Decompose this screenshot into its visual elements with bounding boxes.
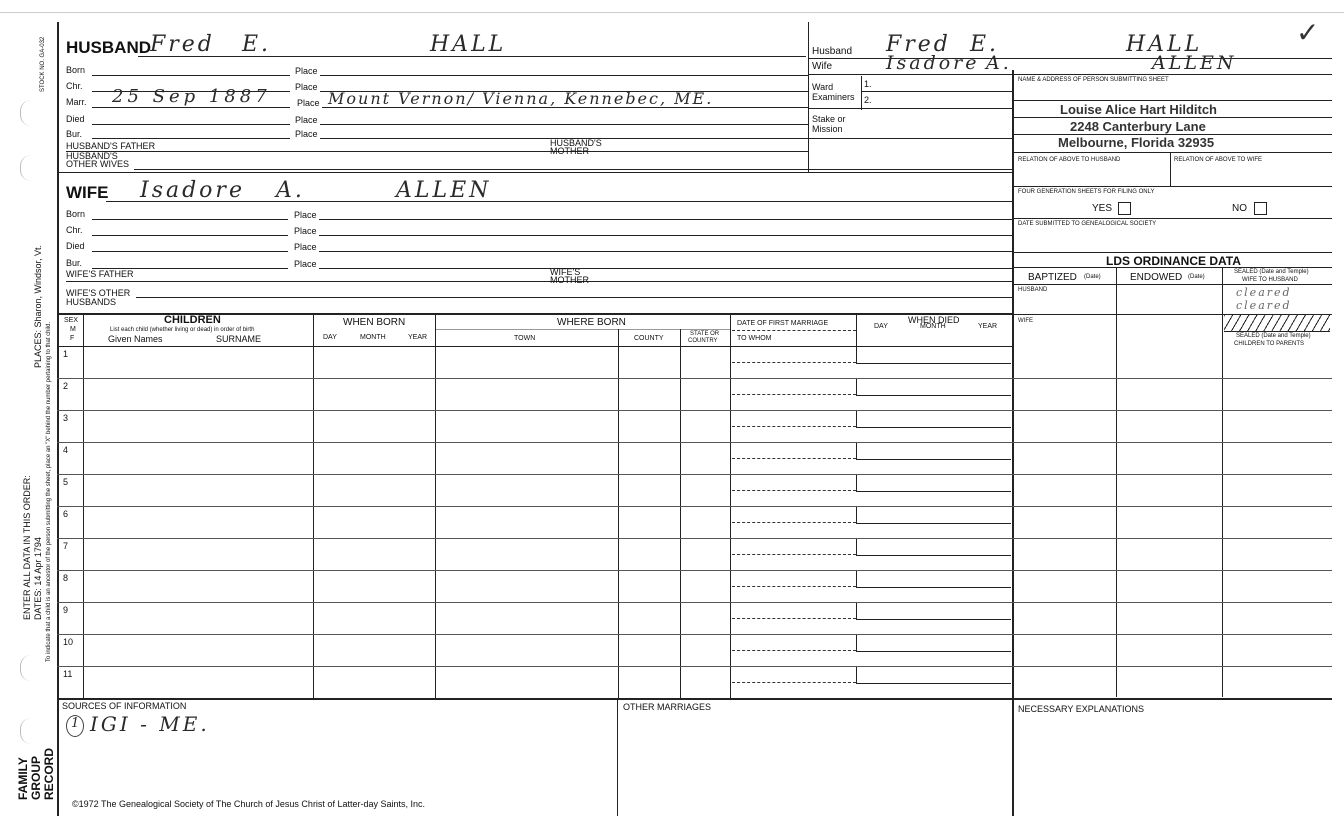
husband-heading: HUSBAND bbox=[66, 38, 151, 57]
wife-chr-label: Chr. bbox=[66, 225, 83, 235]
other-marriages-divider bbox=[617, 698, 618, 816]
lds-col-2 bbox=[1222, 267, 1223, 697]
husband-chr-label: Chr. bbox=[66, 81, 83, 91]
husband-died-label: Died bbox=[66, 114, 85, 124]
tr-examiner-2-line bbox=[808, 108, 1012, 109]
child-row-number: 11 bbox=[63, 669, 73, 679]
child-row-number: 2 bbox=[63, 381, 69, 391]
four-gen-yes-label: YES bbox=[1092, 203, 1113, 214]
wife-other-husbands-1: WIFE'S OTHER bbox=[66, 288, 131, 298]
child-row-number: 4 bbox=[63, 445, 69, 455]
husband-died-place-label: Place bbox=[295, 115, 318, 125]
child-row-line bbox=[57, 602, 1332, 603]
relation-husband-label: RELATION OF ABOVE TO HUSBAND bbox=[1018, 157, 1121, 163]
child-row-line bbox=[57, 538, 1332, 539]
submitter-street: 2248 Canterbury Lane bbox=[1070, 119, 1206, 134]
submitter-name: Louise Alice Hart Hilditch bbox=[1060, 102, 1217, 117]
lds-wife-row-label: WIFE bbox=[1018, 318, 1033, 324]
husband-marr-line bbox=[92, 107, 290, 108]
child-marriage-dash bbox=[732, 682, 856, 683]
wife-mother-label-1: WIFE'S bbox=[550, 267, 581, 277]
husband-bur-line bbox=[92, 138, 290, 139]
child-row-line bbox=[57, 410, 1332, 411]
wife-chr-line bbox=[92, 235, 288, 236]
when-died-year: YEAR bbox=[978, 323, 998, 330]
child-died-cell[interactable] bbox=[856, 667, 1011, 684]
child-marriage-dash bbox=[732, 426, 856, 427]
tr-examiner-2: 2. bbox=[864, 95, 872, 105]
lds-sealed-wife-1: SEALED (Date and Temple) bbox=[1234, 269, 1309, 275]
col-state bbox=[680, 329, 681, 698]
when-born-month: MONTH bbox=[360, 334, 386, 341]
husband-middle-initial[interactable]: E. bbox=[242, 32, 272, 57]
lds-header-bottom bbox=[1014, 284, 1332, 285]
child-died-cell[interactable] bbox=[856, 603, 1011, 620]
tr-examiner-1-line bbox=[861, 91, 1012, 92]
sources-label: SOURCES OF INFORMATION bbox=[62, 701, 187, 711]
child-row-number: 3 bbox=[63, 413, 69, 423]
husband-section-bottom bbox=[57, 172, 1012, 173]
child-row-line bbox=[57, 378, 1332, 379]
wife-born-label: Born bbox=[66, 209, 86, 219]
stock-number: STOCK NO. GA-032 bbox=[40, 36, 46, 92]
wife-heading: WIFE bbox=[66, 183, 109, 202]
tr-examiner-1: 1. bbox=[864, 79, 872, 89]
husband-surname[interactable]: HALL bbox=[430, 32, 507, 57]
children-given-names: Given Names bbox=[108, 334, 163, 344]
lds-sealed-children-1: SEALED (Date and Temple) bbox=[1236, 333, 1311, 339]
sex-m: M bbox=[70, 326, 76, 333]
lds-baptized-date: (Date) bbox=[1084, 274, 1101, 280]
child-row-line bbox=[57, 474, 1332, 475]
lds-endowed-date: (Date) bbox=[1188, 274, 1205, 280]
husband-born-place-line bbox=[320, 75, 808, 76]
lds-cleared-1: cleared bbox=[1236, 286, 1292, 299]
punch-hole bbox=[20, 655, 31, 681]
husband-born-line bbox=[92, 75, 290, 76]
other-marriages-label: OTHER MARRIAGES bbox=[623, 702, 712, 712]
husband-bur-place-label: Place bbox=[295, 129, 318, 139]
child-died-cell[interactable] bbox=[856, 347, 1011, 364]
checkmark: ✓ bbox=[1296, 16, 1320, 49]
husband-marriage-date[interactable]: 25 Sep 1887 bbox=[112, 86, 271, 107]
wife-middle-initial[interactable]: A. bbox=[276, 178, 305, 203]
tr-stake-label-2: Mission bbox=[812, 124, 843, 134]
tr-examiners-label: Examiners bbox=[812, 92, 855, 102]
when-died-label: WHEN DIED bbox=[908, 315, 960, 325]
submitter-city: Melbourne, Florida 32935 bbox=[1058, 135, 1215, 150]
husband-died-line bbox=[92, 124, 290, 125]
when-died-day: DAY bbox=[874, 323, 888, 330]
husband-given-name[interactable]: Fred bbox=[150, 32, 215, 57]
child-died-cell[interactable] bbox=[856, 539, 1011, 556]
husband-died-place-line bbox=[320, 124, 808, 125]
wife-died-place-label: Place bbox=[294, 242, 317, 252]
child-marriage-dash bbox=[732, 458, 856, 459]
lds-sealed-wife-2: WIFE TO HUSBAND bbox=[1242, 277, 1298, 283]
tr-husband-surname[interactable]: HALL bbox=[1126, 32, 1203, 57]
four-gen-label: FOUR GENERATION SHEETS FOR FILING ONLY bbox=[1018, 189, 1155, 195]
date-submitted-bottom bbox=[1014, 252, 1332, 253]
child-row-number: 8 bbox=[63, 573, 69, 583]
relation-wife-label: RELATION OF ABOVE TO WIFE bbox=[1174, 157, 1263, 163]
wife-surname[interactable]: ALLEN bbox=[396, 178, 492, 203]
first-marriage-dash bbox=[732, 330, 856, 331]
child-row-number: 5 bbox=[63, 477, 69, 487]
wife-born-place-label: Place bbox=[294, 210, 317, 220]
lds-endowed-label: ENDOWED bbox=[1130, 272, 1183, 283]
child-marriage-dash bbox=[732, 618, 856, 619]
tr-husband-given[interactable]: Fred bbox=[886, 32, 951, 57]
husband-other-wives-line bbox=[134, 169, 1012, 170]
child-row-line bbox=[57, 634, 1332, 635]
top-rule bbox=[0, 12, 1344, 13]
child-died-cell[interactable] bbox=[856, 507, 1011, 524]
header-box-divider bbox=[808, 22, 809, 172]
lds-baptized-label: BAPTIZED bbox=[1028, 272, 1077, 283]
wife-mother-label-2: MOTHER bbox=[550, 275, 589, 285]
lds-husband-row-label: HUSBAND bbox=[1018, 287, 1048, 293]
to-whom-label: TO WHOM bbox=[737, 335, 772, 342]
sex-f: F bbox=[70, 335, 75, 342]
four-gen-bottom bbox=[1014, 218, 1332, 219]
child-marriage-dash bbox=[732, 650, 856, 651]
where-born-state-1: STATE OR bbox=[690, 331, 720, 337]
punch-hole bbox=[20, 718, 31, 744]
lds-title-line bbox=[1014, 267, 1332, 268]
husband-mother-label-2: MOTHER bbox=[550, 146, 589, 156]
where-born-county: COUNTY bbox=[634, 335, 664, 342]
child-row-line bbox=[57, 506, 1332, 507]
child-marriage-dash bbox=[732, 554, 856, 555]
husband-mother-label-1: HUSBAND'S bbox=[550, 138, 602, 148]
tr-wife-line bbox=[808, 74, 1332, 75]
husband-other-wives-1: HUSBAND'S bbox=[66, 151, 118, 161]
when-died-month: MONTH bbox=[920, 323, 946, 330]
side-enter: ENTER ALL DATA IN THIS ORDER: bbox=[22, 475, 32, 620]
col-when-died bbox=[856, 314, 857, 348]
left-margin-line bbox=[57, 22, 59, 816]
four-gen-yes-checkbox[interactable] bbox=[1118, 202, 1131, 215]
lds-hatched-cell bbox=[1224, 315, 1330, 332]
side-dates: DATES: 14 Apr 1794 bbox=[33, 537, 43, 620]
date-submitted-label: DATE SUBMITTED TO GENEALOGICAL SOCIETY bbox=[1018, 221, 1157, 227]
relation-bottom bbox=[1014, 186, 1332, 187]
husband-father-line bbox=[66, 151, 808, 152]
four-gen-no-label: NO bbox=[1232, 203, 1247, 214]
child-died-cell[interactable] bbox=[856, 443, 1011, 460]
where-born-label: WHERE BORN bbox=[557, 317, 626, 328]
husband-chr-place-label: Place bbox=[295, 82, 318, 92]
child-row-line bbox=[57, 666, 1332, 667]
tr-stake-line bbox=[808, 138, 1012, 139]
wife-born-place-line bbox=[319, 219, 1012, 220]
wife-chr-place-label: Place bbox=[294, 226, 317, 236]
tr-wife-given[interactable]: Isadore bbox=[886, 52, 980, 74]
tr-wife-middle[interactable]: A. bbox=[986, 52, 1012, 74]
sources-value[interactable]: IGI - ME. bbox=[90, 712, 210, 736]
tr-husband-label: Husband bbox=[812, 46, 853, 57]
husband-marriage-place[interactable]: Mount Vernon/ Vienna, Kennebec, ME. bbox=[328, 89, 714, 108]
wife-born-line bbox=[92, 219, 288, 220]
wife-bur-place-line bbox=[319, 268, 1012, 269]
wife-died-place-line bbox=[319, 251, 1012, 252]
submitter-label: NAME & ADDRESS OF PERSON SUBMITTING SHEET bbox=[1018, 77, 1169, 83]
child-marriage-dash bbox=[732, 522, 856, 523]
child-marriage-dash bbox=[732, 394, 856, 395]
necessary-explanations-label: NECESSARY EXPLANATIONS bbox=[1018, 704, 1145, 714]
form-title-family: FAMILY bbox=[16, 757, 30, 800]
child-marriage-dash bbox=[732, 490, 856, 491]
wife-other-husbands-line bbox=[136, 297, 1012, 298]
husband-marr-place-label: Place bbox=[297, 98, 320, 108]
form-title-group: GROUP bbox=[29, 755, 43, 800]
child-died-cell[interactable] bbox=[856, 411, 1011, 428]
child-row-line bbox=[57, 570, 1332, 571]
copyright: ©1972 The Genealogical Society of The Church of Jesus Christ of Latter-day Saints, Inc. bbox=[72, 799, 425, 809]
child-row-number: 6 bbox=[63, 509, 69, 519]
where-born-state-2: COUNTRY bbox=[688, 338, 718, 344]
side-instruction: To indicate that a child is an ancestor of the person submitting the sheet, place an "X" behind the number pertaining to that child. bbox=[46, 321, 52, 662]
form-title-record: RECORD bbox=[42, 747, 56, 800]
punch-hole bbox=[20, 155, 31, 181]
sex-label: SEX bbox=[64, 317, 79, 324]
husband-other-wives-2: OTHER WIVES bbox=[66, 159, 130, 169]
tr-wife-surname[interactable]: ALLEN bbox=[1152, 52, 1237, 74]
where-born-town: TOWN bbox=[514, 335, 536, 342]
children-surname: SURNAME bbox=[216, 334, 262, 344]
lds-title: LDS ORDINANCE DATA bbox=[1106, 254, 1241, 268]
punch-hole bbox=[20, 100, 31, 126]
when-born-day: DAY bbox=[323, 334, 337, 341]
child-row-number: 7 bbox=[63, 541, 69, 551]
husband-marr-label: Marr. bbox=[66, 97, 87, 107]
relation-divider bbox=[1170, 152, 1171, 186]
wife-other-husbands-2: HUSBANDS bbox=[66, 297, 117, 307]
wife-bur-label: Bur. bbox=[66, 258, 83, 268]
where-born-underline bbox=[436, 329, 730, 330]
child-row-number: 1 bbox=[63, 349, 69, 359]
child-row-number: 9 bbox=[63, 605, 69, 615]
right-panel-divider bbox=[1012, 70, 1014, 816]
child-died-cell[interactable] bbox=[856, 635, 1011, 652]
tr-stake-label-1: Stake or bbox=[812, 114, 846, 124]
ward-divider bbox=[861, 76, 862, 110]
lds-cleared-2: cleared bbox=[1236, 299, 1292, 312]
wife-bur-place-label: Place bbox=[294, 259, 317, 269]
when-born-year: YEAR bbox=[408, 334, 428, 341]
child-died-cell[interactable] bbox=[856, 571, 1011, 588]
first-marriage-label: DATE OF FIRST MARRIAGE bbox=[737, 320, 829, 327]
side-places: PLACES: Sharon, Windsor, Vt. bbox=[33, 244, 43, 368]
child-died-cell[interactable] bbox=[856, 379, 1011, 396]
lds-sealed-children-2: CHILDREN TO PARENTS bbox=[1234, 341, 1305, 347]
child-died-cell[interactable] bbox=[856, 475, 1011, 492]
submitter-bottom bbox=[1014, 152, 1332, 153]
col-county bbox=[618, 329, 619, 698]
husband-bur-label: Bur. bbox=[66, 129, 83, 139]
tr-wife-label: Wife bbox=[812, 61, 832, 72]
when-born-label: WHEN BORN bbox=[343, 317, 406, 328]
sources-circle-number: 1 bbox=[71, 716, 83, 731]
tr-husband-middle[interactable]: E. bbox=[970, 32, 1000, 57]
children-subtitle: List each child (whether living or dead) in order of birth bbox=[110, 327, 255, 333]
wife-died-label: Died bbox=[66, 241, 85, 251]
wife-father-label: WIFE'S FATHER bbox=[66, 269, 134, 279]
husband-born-place-label: Place bbox=[295, 66, 318, 76]
wife-father-line bbox=[66, 281, 1012, 282]
four-gen-no-checkbox[interactable] bbox=[1254, 202, 1267, 215]
wife-given-name[interactable]: Isadore bbox=[140, 178, 245, 203]
submitter-line-2 bbox=[1014, 117, 1332, 118]
child-marriage-dash bbox=[732, 362, 856, 363]
lds-col-1 bbox=[1116, 267, 1117, 697]
child-row-line bbox=[57, 442, 1332, 443]
children-title: CHILDREN bbox=[164, 314, 221, 326]
husband-born-label: Born bbox=[66, 65, 86, 75]
child-marriage-dash bbox=[732, 586, 856, 587]
submitter-line-1 bbox=[1014, 100, 1332, 101]
wife-chr-place-line bbox=[319, 235, 1012, 236]
child-row-number: 10 bbox=[63, 637, 74, 647]
children-bottom bbox=[57, 698, 1332, 700]
wife-died-line bbox=[92, 251, 288, 252]
husband-father-label: HUSBAND'S FATHER bbox=[66, 141, 156, 151]
tr-ward-label: Ward bbox=[812, 82, 834, 92]
